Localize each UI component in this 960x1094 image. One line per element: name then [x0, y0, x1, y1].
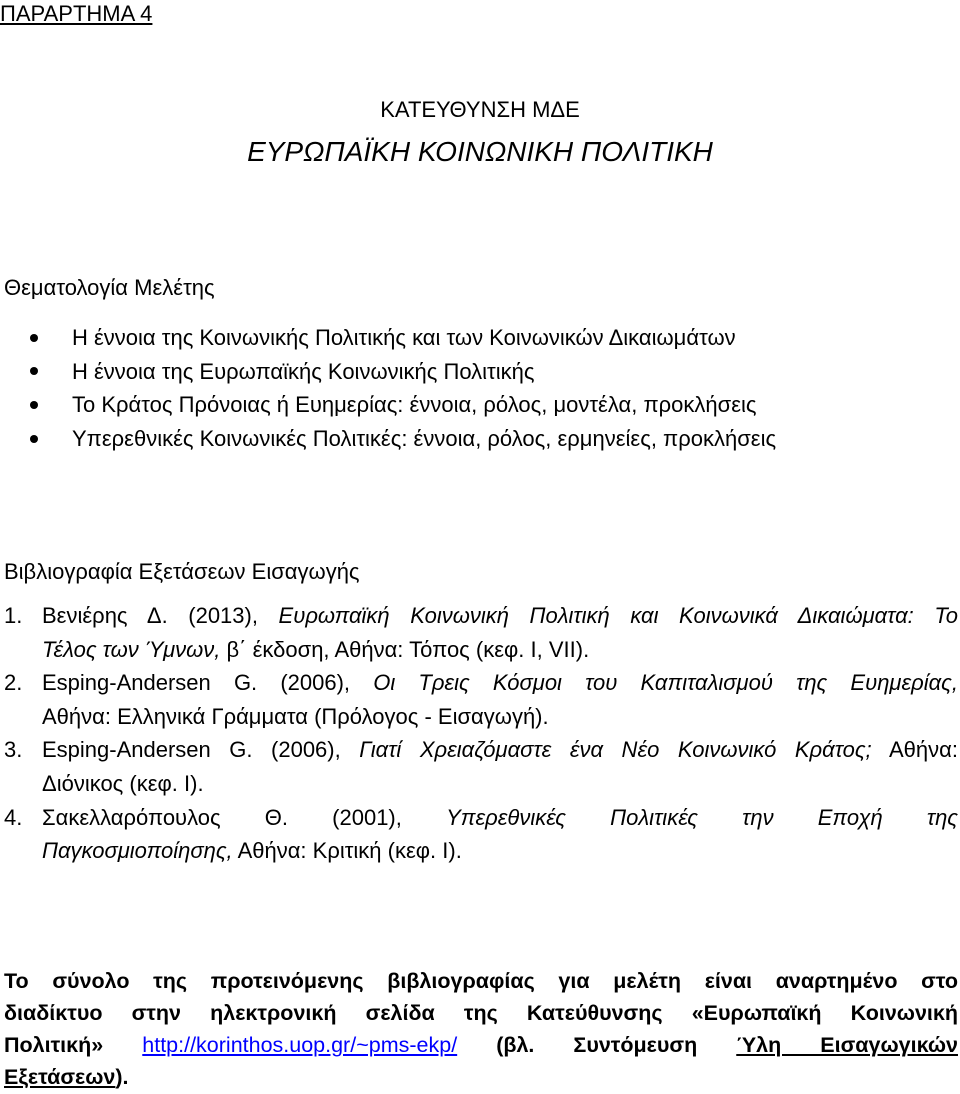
note-line-2: διαδίκτυο στην ηλεκτρονική σελίδα της Κατεύθυνσης «Ευρωπαϊκή Κοινωνική [4, 1001, 958, 1025]
topic-text: Η έννοια της Ευρωπαϊκής Κοινωνικής Πολιτικής [72, 358, 535, 384]
appendix-label: ΠΑΡΑΡΤΗΜΑ 4 [0, 1, 153, 26]
item-body [42, 733, 958, 800]
bibliography-item-1 [0, 599, 958, 666]
topic-text: Υπερεθνικές Κοινωνικές Πολιτικές: έννοια, ρόλος, ερμηνείες, προκλήσεις [72, 425, 777, 451]
topics-list [0, 321, 776, 455]
note-see-also: (βλ. Συντόμευση [496, 1033, 698, 1057]
item-number: 2. [4, 670, 23, 696]
item-line-1 [42, 801, 958, 835]
author-year: Σακελλαρόπουλος Θ. (2001), [42, 804, 402, 830]
bibliography-item-3 [0, 733, 958, 800]
author-year: Βενιέρης Δ. (2013), [42, 603, 258, 628]
publication-city: Αθήνα: [889, 737, 958, 763]
item-line-2 [42, 700, 958, 734]
topics-heading: Θεματολογία Μελέτης [4, 275, 215, 300]
bibliography-item-4 [0, 801, 958, 868]
shortcut-name-continued: Εξετάσεων [4, 1065, 116, 1089]
item-number: 4. [4, 804, 23, 830]
note-line-3 [4, 1029, 958, 1061]
direction-title: ΕΥΡΩΠΑΪΚΗ ΚΟΙΝΩΝΙΚΗ ΠΟΛΙΤΙΚΗ [247, 136, 713, 167]
item-line-1 [42, 733, 958, 767]
book-title: Γιατί Χρειαζόμαστε ένα Νέο Κοινωνικό Κράτος; [359, 737, 872, 763]
item-line-2 [42, 633, 958, 667]
item-body [42, 666, 958, 733]
topic-item [0, 422, 776, 456]
item-line-1 [42, 599, 958, 633]
publication-details: Αθήνα: Κριτική (κεφ. I). [237, 838, 462, 864]
bullet-icon [30, 334, 38, 342]
item-line-2 [42, 767, 958, 801]
bullet-icon [30, 435, 38, 443]
topic-item [0, 388, 776, 422]
note-closing: ). [115, 1065, 129, 1089]
item-line-1 [42, 666, 958, 700]
bibliography-list [0, 599, 958, 868]
item-number: 1. [4, 603, 23, 628]
topic-text: Η έννοια της Κοινωνικής Πολιτικής και των Κοινωνικών Δικαιωμάτων [72, 325, 736, 350]
book-title: Υπερεθνικές Πολιτικές την Εποχή της [446, 804, 958, 830]
book-title: Ευρωπαϊκή Κοινωνική Πολιτική και Κοινωνικά Δικαιώματα: Το [278, 603, 958, 628]
topic-text: Το Κράτος Πρόνοιας ή Ευημερίας: έννοια, ρόλος, μοντέλα, προκλήσεις [72, 392, 757, 418]
shortcut-name: Ύλη Εισαγωγικών [736, 1033, 958, 1057]
note-text: Πολιτική» [4, 1033, 104, 1057]
book-title: Οι Τρεις Κόσμοι του Καπιταλισμού της Ευημερίας, [373, 670, 958, 696]
item-body [42, 599, 958, 666]
book-title-continued: Τέλος των Ύμνων, [42, 636, 221, 662]
item-line-2 [42, 834, 958, 868]
note-line-1: Το σύνολο της προτεινόμενης βιβλιογραφίας για μελέτη είναι αναρτημένο στο [4, 969, 958, 993]
publication-details: β΄ έκδοση, Αθήνα: Τόπος (κεφ. I, VII). [226, 636, 590, 662]
bibliography-note [4, 965, 958, 1093]
direction-label: ΚΑΤΕΥΘΥΝΣΗ ΜΔΕ [380, 97, 580, 122]
publication-details: Διόνικος (κεφ. I). [42, 770, 204, 796]
bullet-icon [30, 401, 38, 409]
publication-details: Αθήνα: Ελληνικά Γράμματα (Πρόλογος - Εισαγωγή). [42, 703, 549, 729]
item-body [42, 801, 958, 868]
author-year: Esping-Andersen G. (2006), [42, 737, 341, 763]
book-title-continued: Παγκοσμιοποίησης, [42, 838, 233, 864]
course-website-link[interactable]: http://korinthos.uop.gr/~pms-ekp/ [142, 1033, 458, 1057]
bullet-icon [30, 367, 38, 375]
topic-item [0, 321, 776, 355]
bibliography-item-2 [0, 666, 958, 733]
item-number: 3. [4, 737, 23, 763]
note-line-4 [4, 1061, 958, 1093]
topic-item [0, 355, 776, 389]
bibliography-heading: Βιβλιογραφία Εξετάσεων Εισαγωγής [4, 559, 360, 584]
author-year: Esping-Andersen G. (2006), [42, 670, 351, 696]
